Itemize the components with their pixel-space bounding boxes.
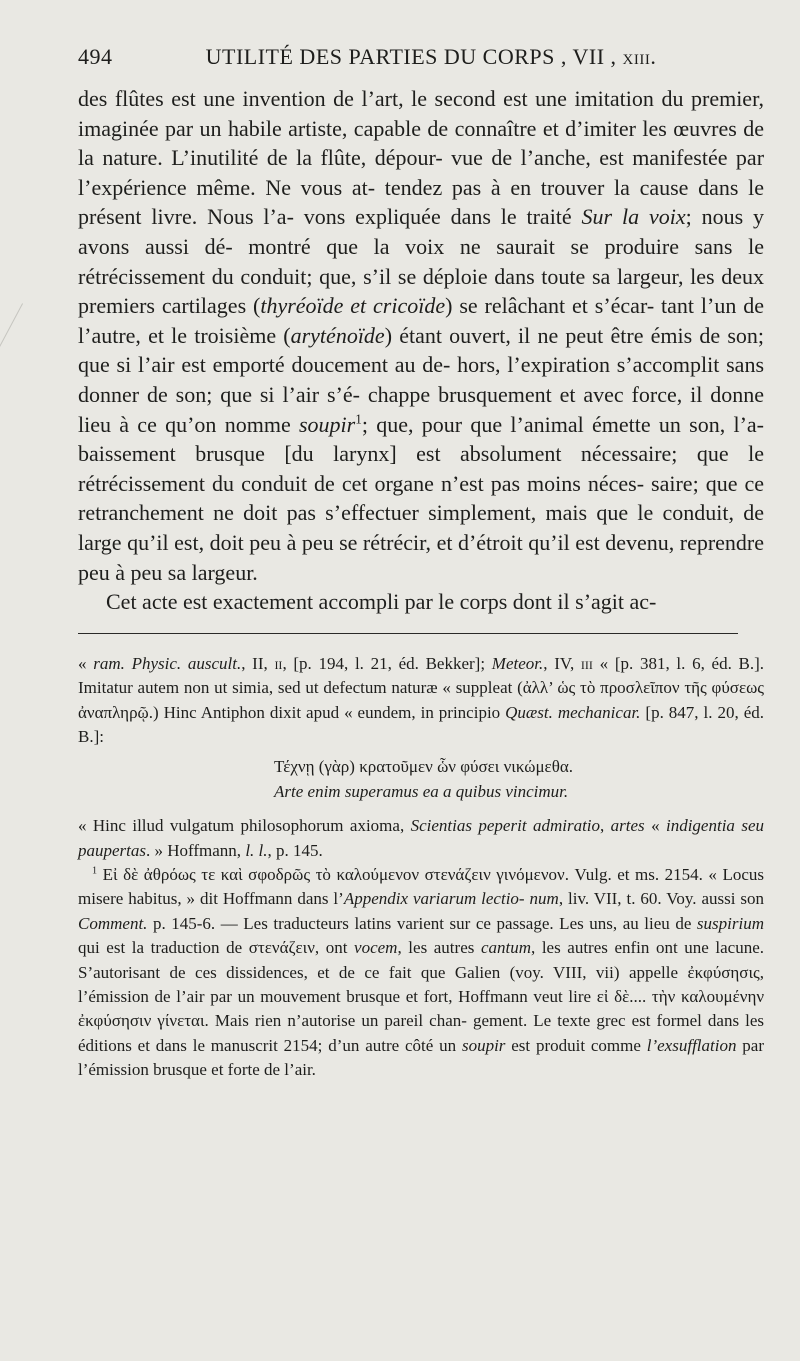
text-segment: [p. 847, l. 20, éd. B.]: xyxy=(78,702,764,746)
text-segment: Εἰ δὲ ἀθρόως τε καὶ σφοδρῶς τὸ καλούμενον στενάζειν γινόμενον. Vulg. et ms. xyxy=(97,864,660,884)
text-line: gement. Le texte grec est formel dans les éditions et dans le manuscrit 2154; xyxy=(78,1011,765,1055)
text-line: « [p. 381, l. 6, éd. B.]. Imitatur autem non ut simia, sed ut defectum naturæ xyxy=(78,653,765,698)
term-soupir: soupir xyxy=(298,411,356,437)
text-segment: ; nous y avons aussi dé- xyxy=(78,204,764,259)
note-continuation-2 xyxy=(78,814,764,863)
text-segment: latins varient sur ce passage. Les uns, au lieu de xyxy=(354,913,697,933)
text-segment: l. l. xyxy=(245,840,268,860)
text-segment: nomme xyxy=(224,411,299,437)
text-segment: tant l’un de l’autre, et le troisième ( xyxy=(78,293,764,348)
text-segment: ii xyxy=(274,653,283,673)
text-segment: Meteor. xyxy=(491,653,544,673)
text-segment: , p. 145. xyxy=(267,840,323,860)
text-segment: « eundem, in principio xyxy=(344,702,506,722)
text-line: saire; que ce retranchement ne doit pas s’effectuer simplement, xyxy=(78,470,764,526)
text-segment: suspirium xyxy=(696,913,764,933)
running-title-main: UTILITÉ DES PARTIES DU CORPS , VII , xyxy=(205,44,623,69)
text-line: et d’étroit qu’il est devenu, reprendre peu à peu sa largeur. xyxy=(78,529,765,585)
text-segment: . » Hoffmann, xyxy=(146,840,246,860)
text-segment: artes xyxy=(610,816,645,836)
text-line: Cet acte est exactement accompli par le corps dont il s’agit ac- xyxy=(106,589,657,615)
text-line: du conduit; que, s’il se déploie dans toute sa largeur, les deux xyxy=(211,263,765,289)
text-line: « suppleat (ἀλλ’ ὡς τὸ προσλεῖπον τῆς φύσεως ἀναπληρῷ.) Hinc Antiphon dixit apud xyxy=(78,678,765,722)
text-line: du premier, imaginée par un habile artiste, capable de connaître xyxy=(78,86,765,141)
text-line: et d’imiter les œuvres de la nature. L’inutilité de la flûte, dépour- xyxy=(78,115,764,171)
quotation xyxy=(78,755,764,804)
text-segment: , [p. 194, l. 21, éd. Bekker]; xyxy=(282,653,492,673)
text-line: hors, l’expiration s’accomplit sans donner de son; que si l’air s’é- xyxy=(78,352,765,407)
page-number: 494 xyxy=(78,44,113,69)
title-sur-la-voix: Sur la voix xyxy=(581,204,686,230)
text-segment: ram. Physic. auscult. xyxy=(93,653,242,673)
text-segment: est produit comme xyxy=(505,1035,647,1055)
text-segment: ) étant ouvert, il ne xyxy=(384,322,559,348)
footnote-number: 1 xyxy=(92,865,98,877)
main-paragraph-2 xyxy=(78,587,764,617)
running-title-chapter: xiii. xyxy=(622,44,657,69)
greek-quote: Τέχνῃ (γὰρ) κρατοῦμεν ὧν φύσει νικώμεθα. xyxy=(274,757,573,777)
text-segment: d’un autre côté un xyxy=(328,1035,462,1055)
text-line: rétrécissement du conduit de cet organe n’est pas moins néces- xyxy=(78,470,645,496)
footnotes xyxy=(78,652,764,1083)
text-segment: cantum xyxy=(480,938,531,958)
term-arytenoide: aryténoïde xyxy=(290,322,385,348)
page-header xyxy=(78,44,764,84)
text-line xyxy=(78,293,654,318)
text-segment: , xyxy=(600,816,611,836)
text-segment: ) se relâchant et s’écar- xyxy=(445,293,655,319)
text-line: lire εἰ δὲ.... τὴν καλουμένην ἐκφύσησιν γίνεται. Mais rien n’autorise un pareil chan- xyxy=(78,986,765,1031)
main-paragraph-1 xyxy=(78,84,764,587)
text-segment: Comment. xyxy=(78,913,148,933)
text-line: montré que la voix ne saurait se produire sans le rétrécissement xyxy=(78,233,764,289)
text-segment: , II, xyxy=(241,653,275,673)
text-line: et forte de l’air. xyxy=(211,1060,316,1080)
text-segment: Appendix variarum lectio- xyxy=(343,889,525,909)
footnote-divider xyxy=(78,633,738,634)
text-segment: iii xyxy=(580,653,593,673)
text-line: des flûtes est une invention de l’art, le second est une imitation xyxy=(78,86,654,111)
text-segment: de στενάζειν, ont xyxy=(226,938,355,958)
text-segment: , IV, xyxy=(543,653,581,673)
text-segment: ; que, pour que l’animal émette un son, l’a- xyxy=(361,411,765,437)
text-segment: , les autres enfin ont une lacune. xyxy=(530,938,764,958)
text-segment: « xyxy=(78,653,94,673)
text-line: baissement brusque [du larynx] est absolument nécessaire; que le xyxy=(78,441,764,467)
margin-pencil-mark xyxy=(0,303,23,356)
text-segment: qui est la traduction xyxy=(78,938,220,958)
text-line: peut être émis de son; que si l’air est emporté doucement au de- xyxy=(78,322,765,378)
text-segment: soupir xyxy=(461,1035,506,1055)
text-segment: num xyxy=(529,889,559,909)
latin-quote: Arte enim superamus ea a quibus vincimur. xyxy=(274,781,569,801)
text-segment: , liv. VII, t. 60. Voy. aussi son xyxy=(558,889,764,909)
text-segment: vons expliquée dans le traité xyxy=(303,204,582,230)
text-segment: vocem xyxy=(354,938,398,958)
text-line: vue de l’anche, est manifestée par l’expérience même. Ne vous at- xyxy=(78,145,765,200)
text-segment: « Hinc illud vulgatum philosophorum axioma, xyxy=(78,816,411,836)
text-segment: Scientias peperit admiratio xyxy=(410,816,601,836)
text-segment: 2154. « Locus misere habitus, » dit Hoffmann dans l’ xyxy=(78,864,765,909)
text-segment: par l’émission brusque xyxy=(78,1035,764,1080)
text-segment: , les autres xyxy=(397,938,481,958)
main-text xyxy=(78,84,764,617)
text-line xyxy=(225,412,764,437)
text-segment: Quæst. mechanicar. xyxy=(505,702,641,722)
note-continuation xyxy=(78,652,764,750)
text-segment: indigentia seu paupertas xyxy=(78,816,764,860)
text-line: tendez pas à en trouver la cause dans le présent livre. Nous l’a- xyxy=(78,174,764,230)
text-line: S’autorisant de ces dissidences, et de ce fait que Galien (voy. VIII, vii) appelle xyxy=(78,962,679,982)
footnote-ref[interactable]: 1 xyxy=(355,411,362,427)
text-segment: l’exsufflation xyxy=(646,1035,737,1055)
footnote-1 xyxy=(78,863,764,1083)
running-title xyxy=(134,44,764,70)
term-thyreoide-cricoide: thyréoïde et cricoïde xyxy=(260,293,446,319)
text-line: mais que le conduit, de large qu’il est, doit peu à peu se rétrécir, xyxy=(78,500,764,555)
text-segment: « xyxy=(651,816,666,836)
text-line: ἐκφύσησις, l’émission de l’air par un mouvement brusque et fort, Hoffmann veut xyxy=(78,962,765,1006)
text-line: chappe brusquement et avec force, il donne lieu à ce qu’on xyxy=(78,381,765,437)
text-segment: p. 145-6. — Les traducteurs xyxy=(147,913,349,933)
text-segment: premiers cartilages ( xyxy=(78,293,261,319)
